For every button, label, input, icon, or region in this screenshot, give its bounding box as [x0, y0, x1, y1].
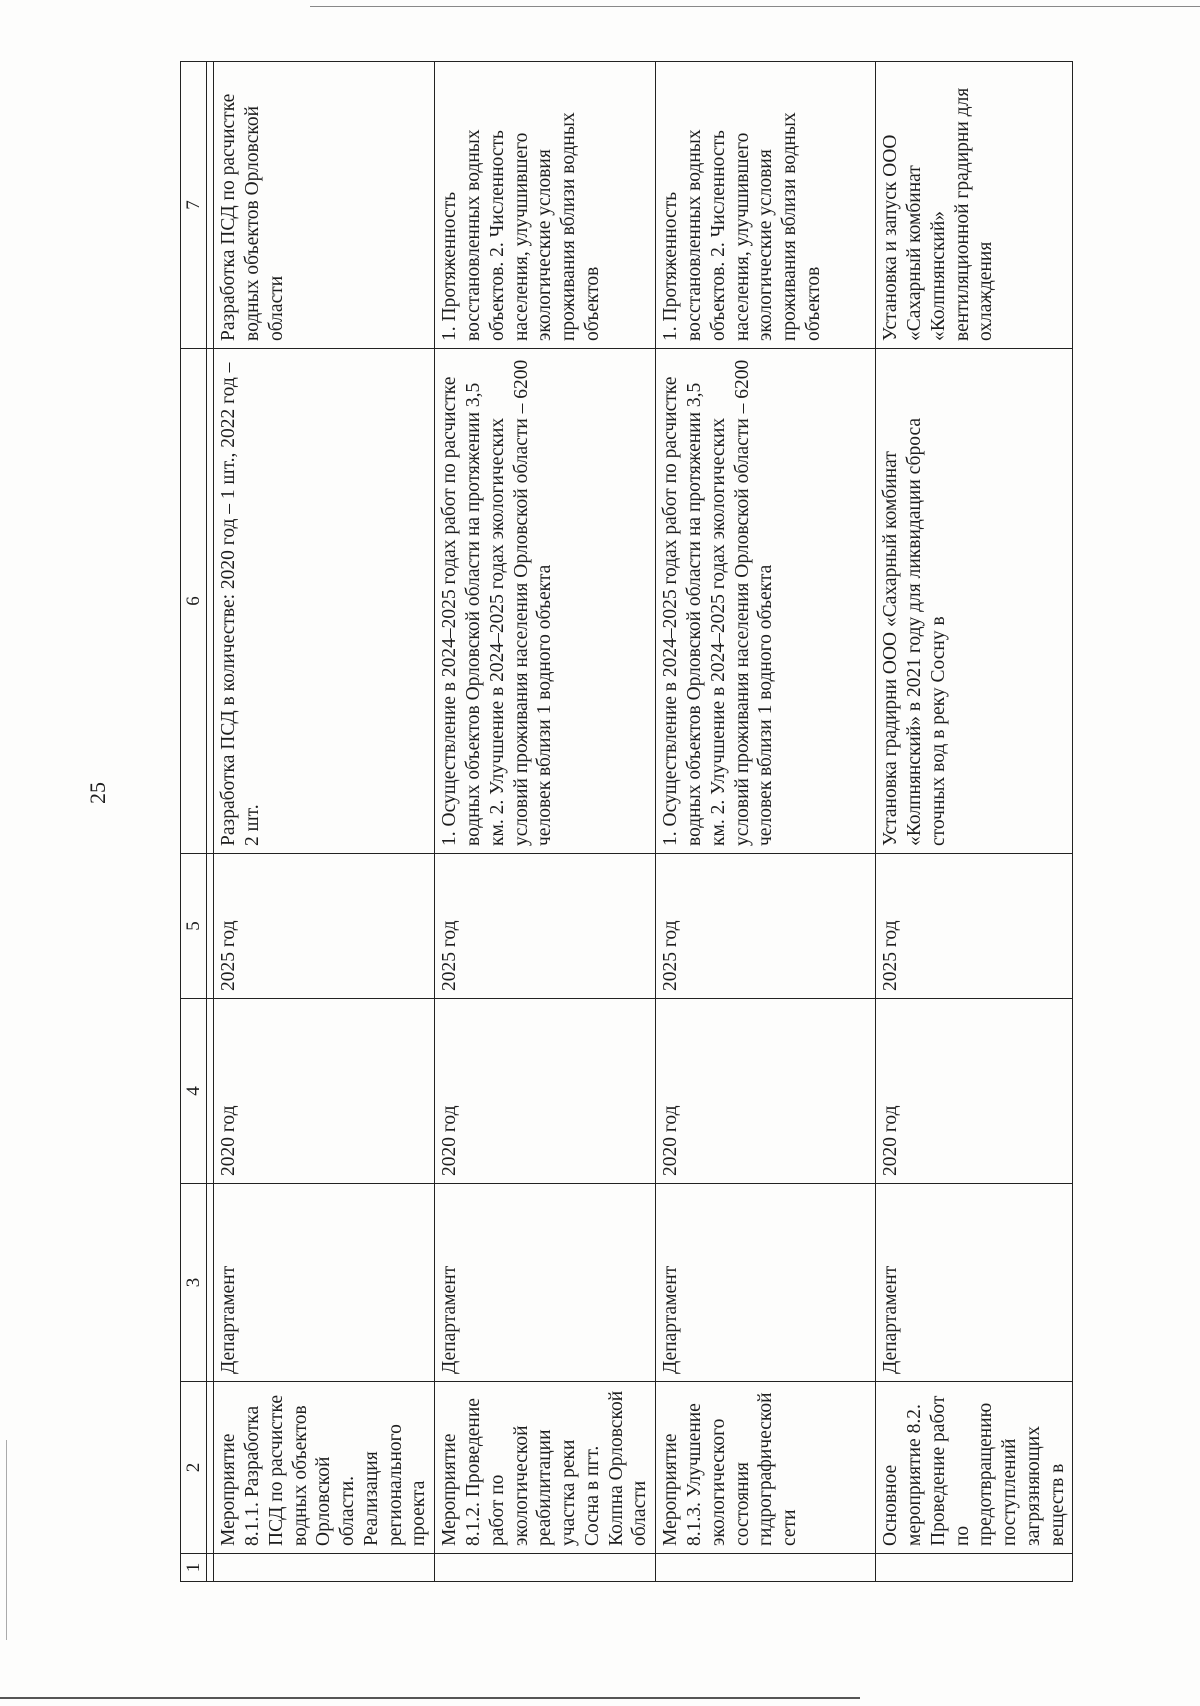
expected-result-cell: Разработка ПСД в количестве: 2020 год – 1 шт., 2022 год – 2 шт.: [214, 349, 435, 854]
executor-cell: Департамент: [214, 1184, 435, 1382]
expected-result-cell: 1. Осуществление в 2024–2025 годах работ по расчистке водных объектов Орловской области на протяжении 3,5 км. 2. Улучшение в 2024–2025 годах экологических условий проживания населения Орловской области – 6200 человек вблизи 1 водного объекта: [435, 349, 656, 854]
activity-name-cell: Мероприятие 8.1.1. Разработка ПСД по расчистке водных объектов Орловской области. Реализация регионального проекта: [214, 1382, 435, 1554]
header-cell: 2: [181, 1382, 207, 1554]
activity-name-cell: Мероприятие 8.1.3. Улучшение экологического состояния гидрографической сети: [656, 1382, 876, 1554]
scan-artifact-left: [6, 1440, 7, 1640]
executor-cell: Департамент: [656, 1184, 876, 1382]
indicator-cell: Разработка ПСД по расчистке водных объектов Орловской области: [214, 62, 435, 349]
scan-artifact-top: [310, 6, 1200, 7]
table-row: [435, 62, 656, 1582]
rotated-table-wrapper: [180, 62, 1068, 1582]
end-year-cell: 2025 год: [656, 854, 876, 999]
scan-artifact-bottom: [0, 1697, 860, 1699]
expected-result-cell: 1. Осуществление в 2024–2025 годах работ по расчистке водных объектов Орловской области на протяжении 3,5 км. 2. Улучшение в 2024–2025 годах экологических условий проживания населения Орловской области – 6200 человек вблизи 1 водного объекта: [656, 349, 876, 854]
row-number-cell: [656, 1554, 876, 1582]
activities-table: [180, 61, 1073, 1582]
activity-name-cell: Мероприятие 8.1.2. Проведение работ по экологической реабилитации участка реки Сосна в пгт. Колпна Орловской области: [435, 1382, 656, 1554]
table-header-row: [181, 62, 207, 1582]
end-year-cell: 2025 год: [214, 854, 435, 999]
table-row: [876, 62, 1073, 1582]
table-row: [656, 62, 876, 1582]
row-number-cell: [214, 1554, 435, 1582]
indicator-cell: 1. Протяженность восстановленных водных объектов. 2. Численность населения, улучшившего экологические условия проживания вблизи водных объектов: [435, 62, 656, 349]
start-year-cell: 2020 год: [214, 999, 435, 1184]
row-number-cell: [876, 1554, 1073, 1582]
header-cell: 6: [181, 349, 207, 854]
expected-result-cell: Установка градирни ООО «Сахарный комбинат «Колпнянский» в 2021 году для ликвидации сброса сточных вод в реку Сосну в: [876, 349, 1073, 854]
start-year-cell: 2020 год: [656, 999, 876, 1184]
row-number-cell: [435, 1554, 656, 1582]
executor-cell: Департамент: [435, 1184, 656, 1382]
header-cell: 4: [181, 999, 207, 1184]
activity-name-cell: Основное мероприятие 8.2. Проведение работ по предотвращению поступлений загрязняющих веществ в: [876, 1382, 1073, 1554]
start-year-cell: 2020 год: [876, 999, 1073, 1184]
header-cell: 3: [181, 1184, 207, 1382]
table-row: [214, 62, 435, 1582]
header-cell: 5: [181, 854, 207, 999]
indicator-cell: Установка и запуск ООО «Сахарный комбинат «Колпнянский» вентиляционной градирни для охлаждения: [876, 62, 1073, 349]
executor-cell: Департамент: [876, 1184, 1073, 1382]
page-number: 25: [85, 782, 110, 804]
table-spacer-row: [207, 62, 214, 1582]
start-year-cell: 2020 год: [435, 999, 656, 1184]
header-cell: 1: [181, 1554, 207, 1582]
header-cell: 7: [181, 62, 207, 349]
end-year-cell: 2025 год: [435, 854, 656, 999]
indicator-cell: 1. Протяженность восстановленных водных объектов. 2. Численность населения, улучшившего экологические условия проживания вблизи водных объектов: [656, 62, 876, 349]
end-year-cell: 2025 год: [876, 854, 1073, 999]
